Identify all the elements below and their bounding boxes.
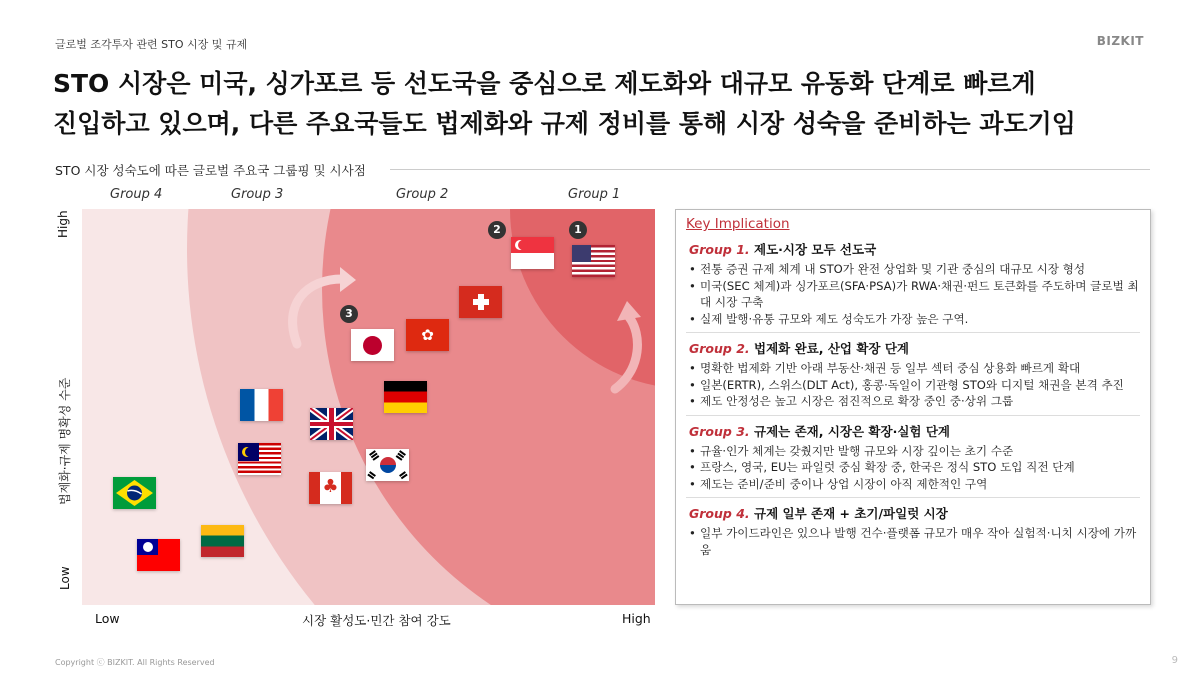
- section-label: STO 시장 성숙도에 따른 글로벌 주요국 그룹핑 및 시사점: [55, 161, 376, 179]
- group-tag: Group 3.: [689, 423, 750, 439]
- bullet-item: • 규율·인가 체계는 갖췄지만 발행 규모와 시장 깊이는 초기 수준: [686, 443, 1140, 460]
- breadcrumb: 글로벌 조각투자 관련 STO 시장 및 규제: [55, 38, 248, 51]
- group-3-title: [689, 422, 1140, 440]
- y-axis-title: 법제화·규제 명확성 수준: [58, 377, 72, 505]
- taiwan-flag: [137, 539, 180, 571]
- group-title-text: 법제화 완료, 산업 확장 단계: [749, 341, 910, 356]
- japan-flag: [351, 329, 394, 361]
- group-2-header: Group 2: [396, 187, 449, 202]
- group-1-header: Group 1: [568, 187, 621, 202]
- group-tag: Group 2.: [689, 341, 750, 356]
- group-2-block: [686, 332, 1140, 410]
- title-line-2: 진입하고 있으며, 다른 주요국들도 법제화와 규제 정비를 통해 시장 성숙을 준비하는 과도기임: [53, 109, 1076, 138]
- malaysia-flag: [238, 443, 281, 475]
- x-axis-low-label: Low: [95, 611, 120, 626]
- page-number: 9: [1171, 655, 1178, 666]
- bullet-item: • 제도는 준비/준비 중이나 상업 시장이 아직 제한적인 구역: [686, 476, 1140, 493]
- group-4-title: [689, 504, 1140, 522]
- x-axis-title: 시장 활성도·민간 참여 강도: [302, 613, 451, 628]
- uk-flag: [310, 408, 353, 440]
- rank-badge-1: 1: [569, 221, 587, 239]
- curved-arrow-icon: [607, 299, 652, 399]
- group-title-text: 규제는 존재, 시장은 확장·실험 단계: [749, 423, 950, 439]
- brand-logo: BIZKIT: [1096, 34, 1144, 48]
- bullet-item: • 제도 안정성은 높고 시장은 점진적으로 확장 중인 중·상위 그룹: [686, 393, 1140, 410]
- rank-badge-2: 2: [488, 221, 506, 239]
- group-tag: Group 1.: [689, 242, 750, 257]
- group-4-header: Group 4: [110, 187, 163, 202]
- group-3-header: Group 3: [231, 187, 284, 202]
- section-divider: [390, 169, 1150, 170]
- switzerland-flag: [459, 286, 502, 318]
- bullet-item: • 일부 가이드라인은 있으나 발행 건수·플랫폼 규모가 매우 작아 실험적·니치 시장에 가까움: [686, 525, 1140, 558]
- y-axis-high-label: High: [56, 210, 70, 238]
- copyright: Copyright ⓒ BIZKIT. All Rights Reserved: [55, 658, 215, 667]
- singapore-flag: [511, 237, 554, 269]
- group-1-title: [689, 240, 1140, 258]
- group-title-text: 규제 일부 존재 + 초기/파일럿 시장: [749, 506, 948, 521]
- lithuania-flag: [201, 525, 244, 557]
- germany-flag: [384, 381, 427, 413]
- maturity-matrix: [82, 209, 655, 605]
- usa-flag: [572, 245, 615, 277]
- group-tag: Group 4.: [689, 506, 750, 521]
- x-axis-high-label: High: [622, 611, 651, 626]
- rank-badge-3: 3: [340, 305, 358, 323]
- bullet-item: • 실제 발행·유통 규모와 제도 성숙도가 가장 높은 구역.: [686, 311, 1140, 328]
- title-line-1: STO 시장은 미국, 싱가포르 등 선도국을 중심으로 제도화와 대규모 유동화 단계로 빠르게: [53, 69, 1036, 98]
- brazil-flag: [113, 477, 156, 509]
- group-title-text: 제도·시장 모두 선도국: [749, 242, 877, 257]
- bullet-item: • 명확한 법제화 기반 아래 부동산·채권 등 일부 섹터 중심 상용화 빠르게 확대: [686, 360, 1140, 377]
- bullet-item: • 프랑스, 영국, EU는 파일럿 중심 확장 중, 한국은 정식 STO 도입 직전 단계: [686, 459, 1140, 476]
- group-1-block: [686, 236, 1140, 327]
- panel-title: Key Implication: [686, 216, 790, 232]
- page-title: [53, 64, 1153, 144]
- bullet-item: • 전통 증권 규제 체계 내 STO가 완전 상업화 및 기관 중심의 대규모 시장 형성: [686, 261, 1140, 278]
- hong-kong-flag: ✿: [406, 319, 449, 351]
- group-3-block: [686, 415, 1140, 493]
- bullet-item: • 일본(ERTR), 스위스(DLT Act), 홍콩·독일이 기관형 STO와 디지털 채권을 본격 추진: [686, 377, 1140, 394]
- france-flag: [240, 389, 283, 421]
- canada-flag: ♣: [309, 472, 352, 504]
- group-2-title: [689, 339, 1140, 357]
- group-4-block: [686, 497, 1140, 558]
- south-korea-flag: [366, 449, 409, 481]
- key-implication-panel: [675, 209, 1151, 605]
- y-axis-low-label: Low: [58, 566, 72, 590]
- bullet-item: • 미국(SEC 체계)과 싱가포르(SFA·PSA)가 RWA·채권·펀드 토큰화를 주도하며 글로벌 최대 시장 구축: [686, 278, 1140, 311]
